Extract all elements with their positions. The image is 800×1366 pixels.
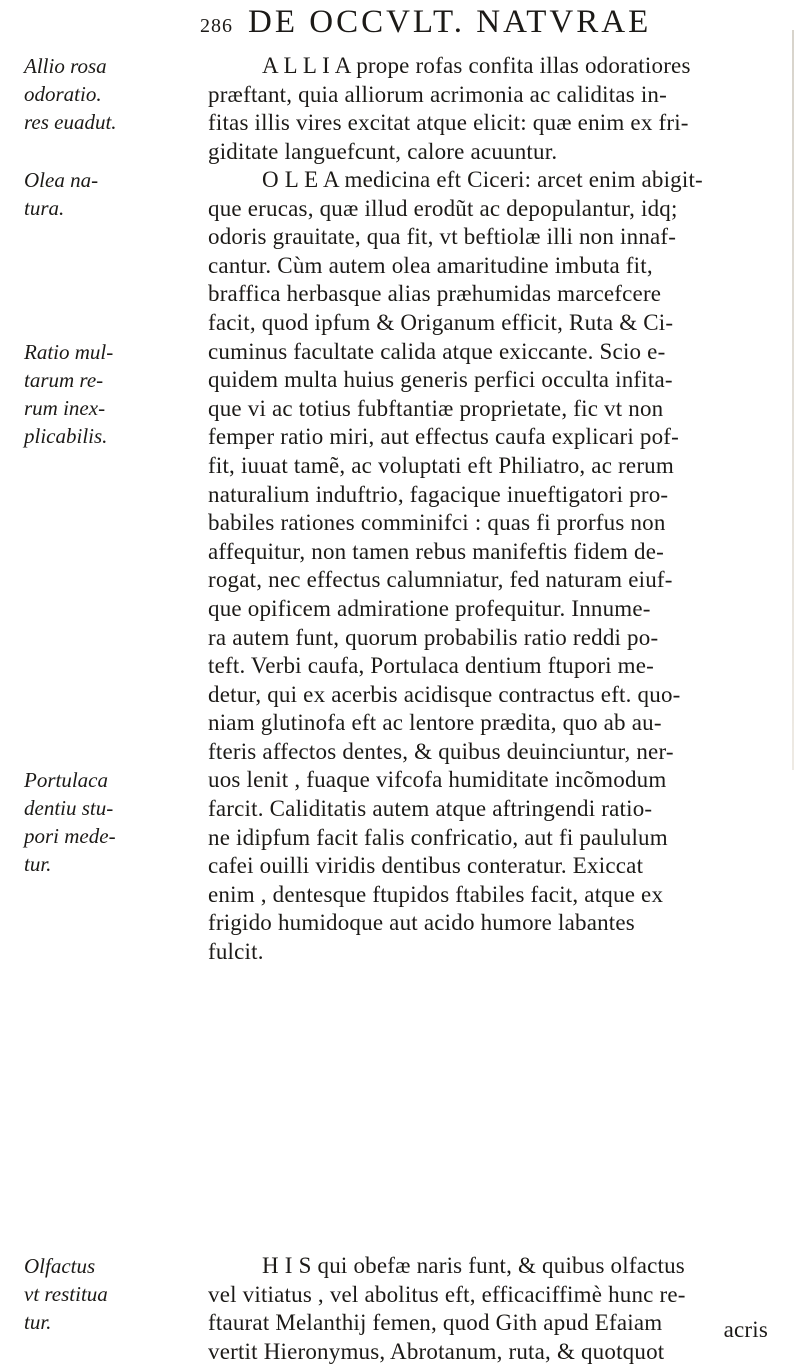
margin-note-portulaca [24,766,202,878]
text-line: giditate languefcunt, calore acuuntur. [208,138,558,164]
text-line: affequitur, non tamen rebus manifeftis fidem de- [208,538,664,564]
text-line: niam glutinofa eft ac lentore prædita, quo ab au- [208,710,662,736]
margin-note-line: tur. [24,852,52,876]
margin-note-olea [24,166,202,222]
text-line: quidem multa huius generis perfici occulta infita- [208,367,673,393]
margin-note-line: vt restitua [24,1282,108,1306]
paragraph-allia [208,52,788,166]
text-line: farcit. Caliditatis autem atque aftringendi ratio- [208,796,653,822]
text-line: H I S qui obefæ naris funt, & quibus olfactus [262,1253,685,1278]
paragraph-olea [208,166,788,967]
text-line: fitas illis vires excitat atque elicit: quæ enim ex fri- [208,110,689,136]
text-line: facit, quod ipfum & Origanum efficit, Ruta & Ci- [208,309,674,335]
margin-note-line: odoratio. [24,82,102,106]
text-line: cantur. Cùm autem olea amaritudine imbuta fit, [208,252,653,278]
margin-note-line: Olea na- [24,168,99,192]
text-line: præftant, quia alliorum acrimonia ac caliditas in- [208,81,667,107]
margin-note-line: tura. [24,196,65,220]
page-edge-shadow [792,30,794,770]
margin-note-line: tarum re- [24,368,104,392]
text-line: A L L I A prope rofas confita illas odoratiores [262,53,691,78]
text-line: fteris affectos dentes, & quibus deuinciuntur, ner- [208,738,674,764]
text-line: que erucas, quæ illud erodũt ac depopulantur, idq; [208,195,678,221]
margin-note-line: Olfactus [24,1254,96,1278]
margin-note-line: tur. [24,1310,52,1334]
margin-note-allio [24,52,202,136]
text-line: babiles rationes comminifci : quas fi prorfus non [208,510,666,536]
text-line: ne idipfum facit falis confricatio, aut fi paululum [208,824,668,850]
margin-note-olfactus [24,1252,202,1336]
text-line: que vi ac totius fubftantiæ proprietate, fic vt non [208,395,664,421]
text-line: ftaurat Melanthij femen, quod Gith apud Efaiam [208,1310,663,1336]
text-line: O L E A medicina eft Ciceri: arcet enim abigit- [262,167,703,192]
page-header [200,4,760,44]
text-line: femper ratio miri, aut effectus caufa explicari pof- [208,424,680,450]
text-line: rogat, nec effectus calumniatur, fed naturam eiuf- [208,567,673,593]
text-line: enim , dentesque ftupidos ftabiles facit, atque ex [208,881,664,907]
text-line: odoris grauitate, qua fit, vt beftiolæ illi non innaf- [208,224,677,250]
running-title: DE OCCVLT. NATVRAE [248,4,652,40]
catchword: acris [723,1317,768,1342]
text-line: uos lenit , fuaque vifcofa humiditate incõmodum [208,767,667,793]
text-line: detur, qui ex acerbis acidisque contractus eft. quo- [208,681,681,707]
margin-note-line: plicabilis. [24,424,108,448]
margin-note-ratio [24,338,202,450]
margin-note-line: Allio rosa [24,54,107,78]
text-line: ra autem funt, quorum probabilis ratio reddi po- [208,624,659,650]
text-line: fit, iuuat tamẽ, ac voluptati eft Philiatro, ac rerum [208,452,674,478]
text-line: vertit Hieronymus, Abrotanum, ruta, & quotquot [208,1338,665,1364]
margin-note-line: Portulaca [24,768,108,792]
text-line: teft. Verbi caufa, Portulaca dentium ftupori me- [208,653,655,679]
catchword-block [208,1316,788,1345]
text-line: naturalium induftrio, fagacique inueftigatori pro- [208,481,669,507]
margin-note-line: rum inex- [24,396,106,420]
margin-note-line: res euadut. [24,110,117,134]
text-line: frigido humidoque aut acido humore labantes [208,910,635,936]
margin-note-line: dentiu stu- [24,796,114,820]
text-line: cafei ouilli viridis dentibus conteratur. Exiccat [208,853,644,879]
text-line: que opificem admiratione profequitur. Innume- [208,595,651,621]
text-line: cuminus facultate calida atque exiccante. Scio e- [208,338,666,364]
margin-note-line: pori mede- [24,824,116,848]
margin-note-line: Ratio mul- [24,340,114,364]
text-line: fulcit. [208,939,264,965]
text-line: vel vitiatus , vel abolitus eft, efficaciffimè hunc re- [208,1281,686,1307]
text-line: braffica herbasque alias præhumidas marcefcere [208,281,662,307]
page-number: 286 [200,15,233,37]
